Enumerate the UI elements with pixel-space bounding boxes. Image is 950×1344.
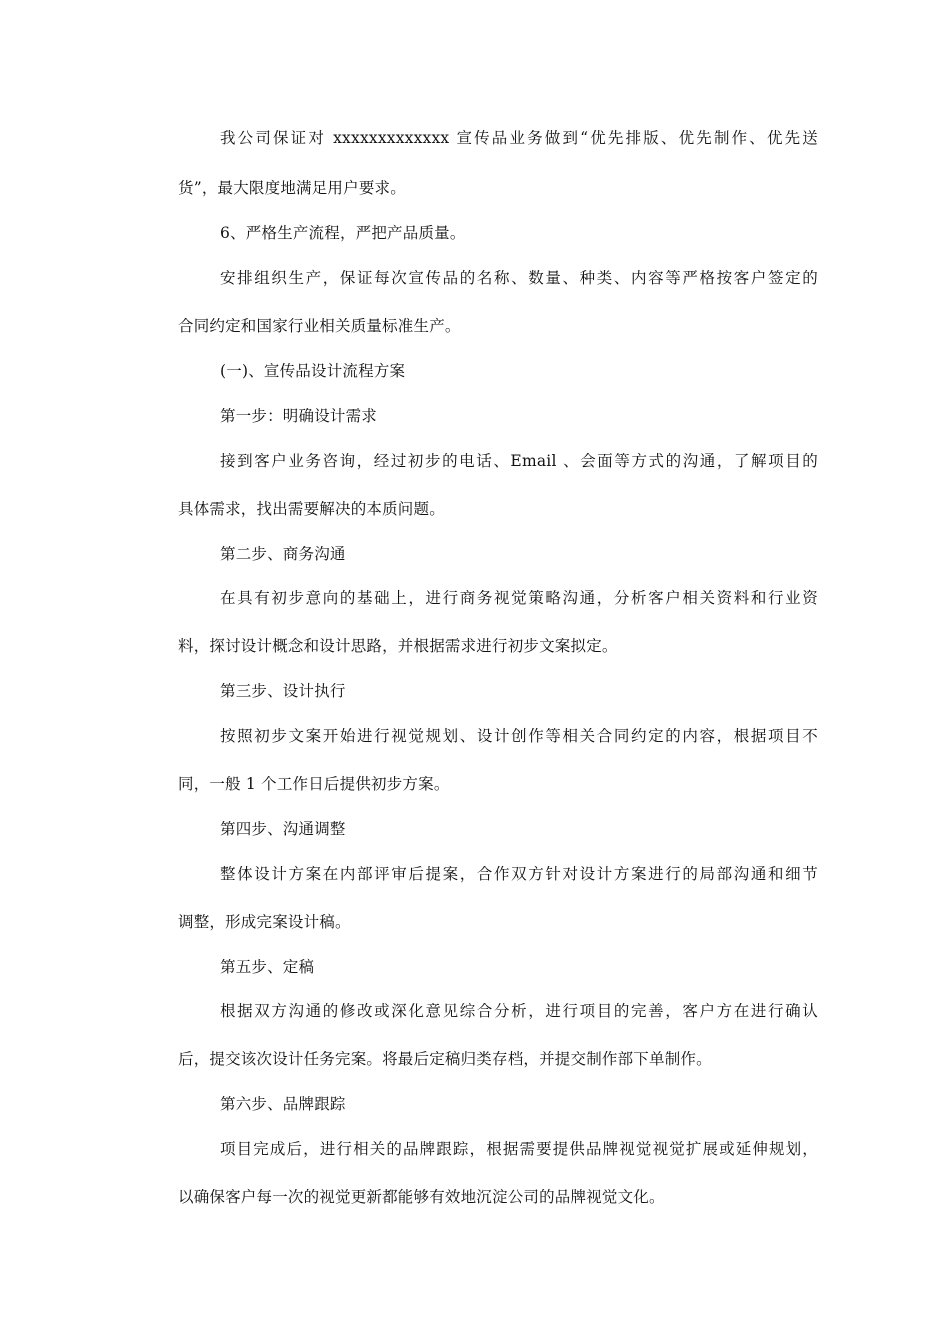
paragraph-line: 料，探讨设计概念和设计思路，并根据需求进行初步文案拟定。 — [178, 637, 618, 655]
paragraph-line: 接到客户业务咨询，经过初步的电话、Email 、会面等方式的沟通，了解项目的 — [220, 452, 818, 470]
paragraph-line: 根据双方沟通的修改或深化意见综合分析，进行项目的完善，客户方在进行确认 — [220, 1002, 818, 1020]
paragraph-line: 同，一般 1 个工作日后提供初步方案。 — [178, 775, 450, 793]
paragraph-line: 调整，形成完案设计稿。 — [178, 913, 351, 931]
paragraph-line: 安排组织生产，保证每次宣传品的名称、数量、种类、内容等严格按客户签定的 — [220, 269, 818, 287]
paragraph-line: 按照初步文案开始进行视觉规划、设计创作等相关合同约定的内容，根据项目不 — [220, 727, 818, 745]
paragraph-line: 具体需求，找出需要解决的本质问题。 — [178, 500, 445, 518]
section-heading: (一)、宣传品设计流程方案 — [220, 362, 406, 380]
step-heading: 第二步、商务沟通 — [220, 545, 346, 563]
paragraph-line: 整体设计方案在内部评审后提案，合作双方针对设计方案进行的局部沟通和细节 — [220, 865, 818, 883]
paragraph-line: 以确保客户每一次的视觉更新都能够有效地沉淀公司的品牌视觉文化。 — [178, 1188, 665, 1206]
step-heading: 第五步、定稿 — [220, 958, 315, 976]
step-heading: 第三步、设计执行 — [220, 682, 346, 700]
step-heading: 第六步、品牌跟踪 — [220, 1095, 346, 1113]
section-heading: 6、严格生产流程，严把产品质量。 — [220, 224, 466, 242]
paragraph-line: 在具有初步意向的基础上，进行商务视觉策略沟通，分析客户相关资料和行业资 — [220, 589, 818, 607]
paragraph-line: 合同约定和国家行业相关质量标准生产。 — [178, 317, 461, 335]
step-heading: 第一步：明确设计需求 — [220, 407, 378, 425]
paragraph-line: 我公司保证对 xxxxxxxxxxxxx 宣传品业务做到“优先排版、优先制作、优先送 — [220, 129, 818, 147]
paragraph-line: 后，提交该次设计任务完案。将最后定稿归类存档，并提交制作部下单制作。 — [178, 1050, 712, 1068]
paragraph-line: 货”，最大限度地满足用户要求。 — [178, 179, 406, 197]
step-heading: 第四步、沟通调整 — [220, 820, 346, 838]
paragraph-line: 项目完成后，进行相关的品牌跟踪，根据需要提供品牌视觉视觉扩展或延伸规划， — [220, 1140, 818, 1158]
